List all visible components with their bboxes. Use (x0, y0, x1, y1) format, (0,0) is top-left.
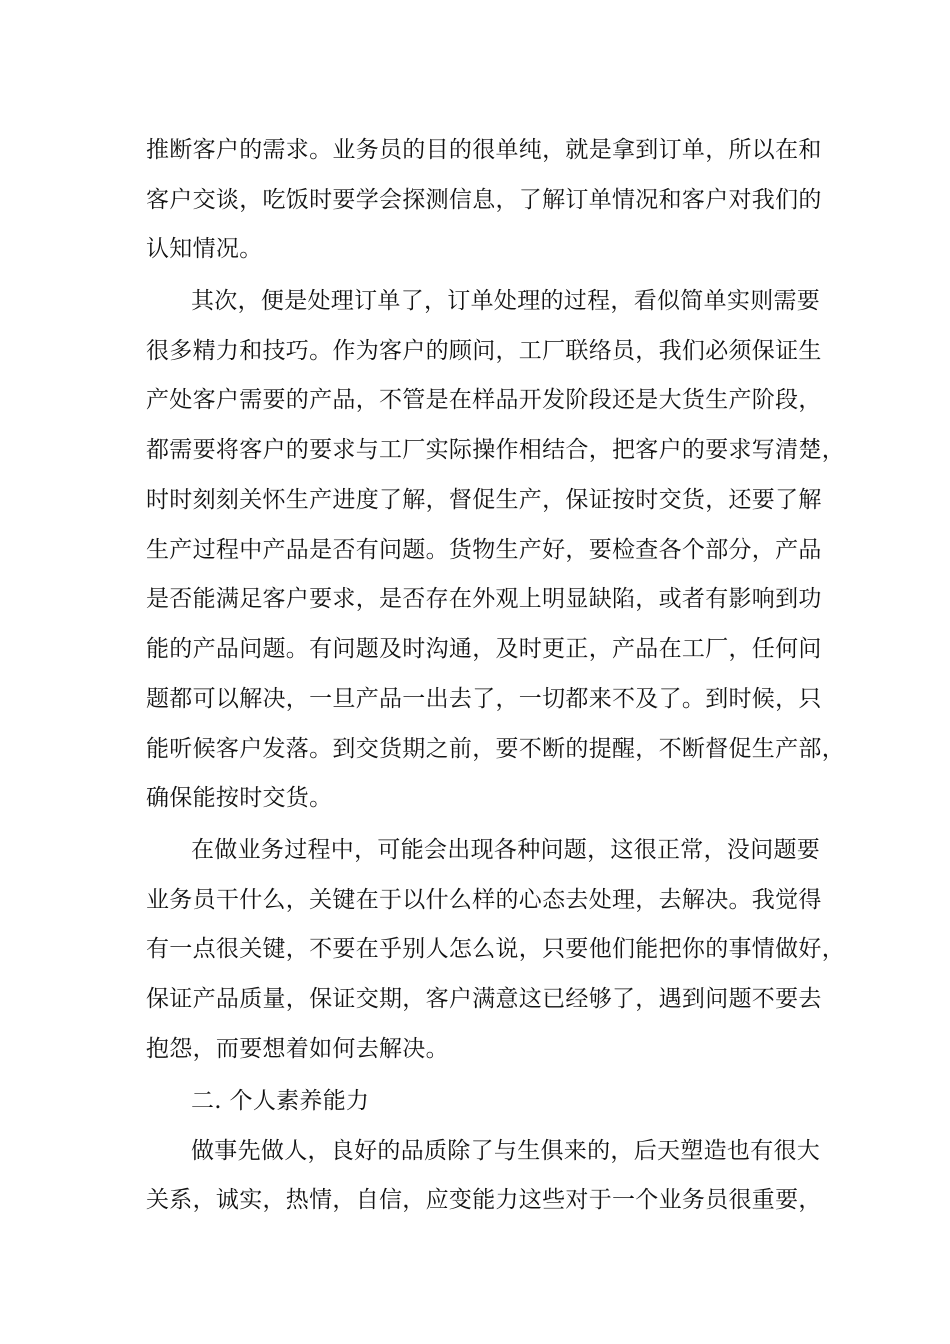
text-line: 保证产品质量，保证交期，客户满意这已经够了，遇到问题不要去 (146, 986, 822, 1012)
text-line: 生产过程中产品是否有问题。货物生产好，要检查各个部分，产品 (146, 537, 822, 563)
text-line: 是否能满足客户要求，是否存在外观上明显缺陷，或者有影响到功 (146, 586, 822, 612)
text-line: 题都可以解决，一旦产品一出去了，一切都来不及了。到时候，只 (146, 686, 822, 712)
paragraph-first-line: 做事先做人，良好的品质除了与生俱来的，后天塑造也有很大 (191, 1138, 821, 1164)
paragraph-first-line: 其次，便是处理订单了，订单处理的过程，看似简单实则需要 (191, 288, 821, 314)
text-line: 客户交谈，吃饭时要学会探测信息，了解订单情况和客户对我们的 (146, 187, 822, 213)
text-line: 推断客户的需求。业务员的目的很单纯，就是拿到订单，所以在和 (146, 137, 822, 163)
text-line: 认知情况。 (146, 236, 263, 262)
text-line: 业务员干什么，关键在于以什么样的心态去处理，去解决。我觉得 (146, 887, 822, 913)
text-line: 能听候客户发落。到交货期之前，要不断的提醒，不断督促生产部， (146, 736, 845, 762)
text-line: 确保能按时交货。 (146, 785, 333, 811)
text-line: 抱怨，而要想着如何去解决。 (146, 1036, 449, 1062)
text-line: 能的产品问题。有问题及时沟通，及时更正，产品在工厂，任何问 (146, 636, 822, 662)
paragraph-first-line: 在做业务过程中，可能会出现各种问题，这很正常，没问题要 (191, 837, 821, 863)
section-heading: 二. 个人素养能力 (191, 1088, 370, 1114)
text-line: 都需要将客户的要求与工厂实际操作相结合，把客户的要求写清楚， (146, 437, 845, 463)
text-line: 很多精力和技巧。作为客户的顾问，工厂联络员，我们必须保证生 (146, 338, 822, 364)
text-line: 有一点很关键，不要在乎别人怎么说，只要他们能把你的事情做好， (146, 936, 845, 962)
text-line: 产处客户需要的产品，不管是在样品开发阶段还是大货生产阶段， (146, 387, 822, 413)
text-line: 时时刻刻关怀生产进度了解，督促生产，保证按时交货，还要了解 (146, 487, 822, 513)
text-line: 关系，诚实，热情，自信，应变能力这些对于一个业务员很重要， (146, 1187, 822, 1213)
